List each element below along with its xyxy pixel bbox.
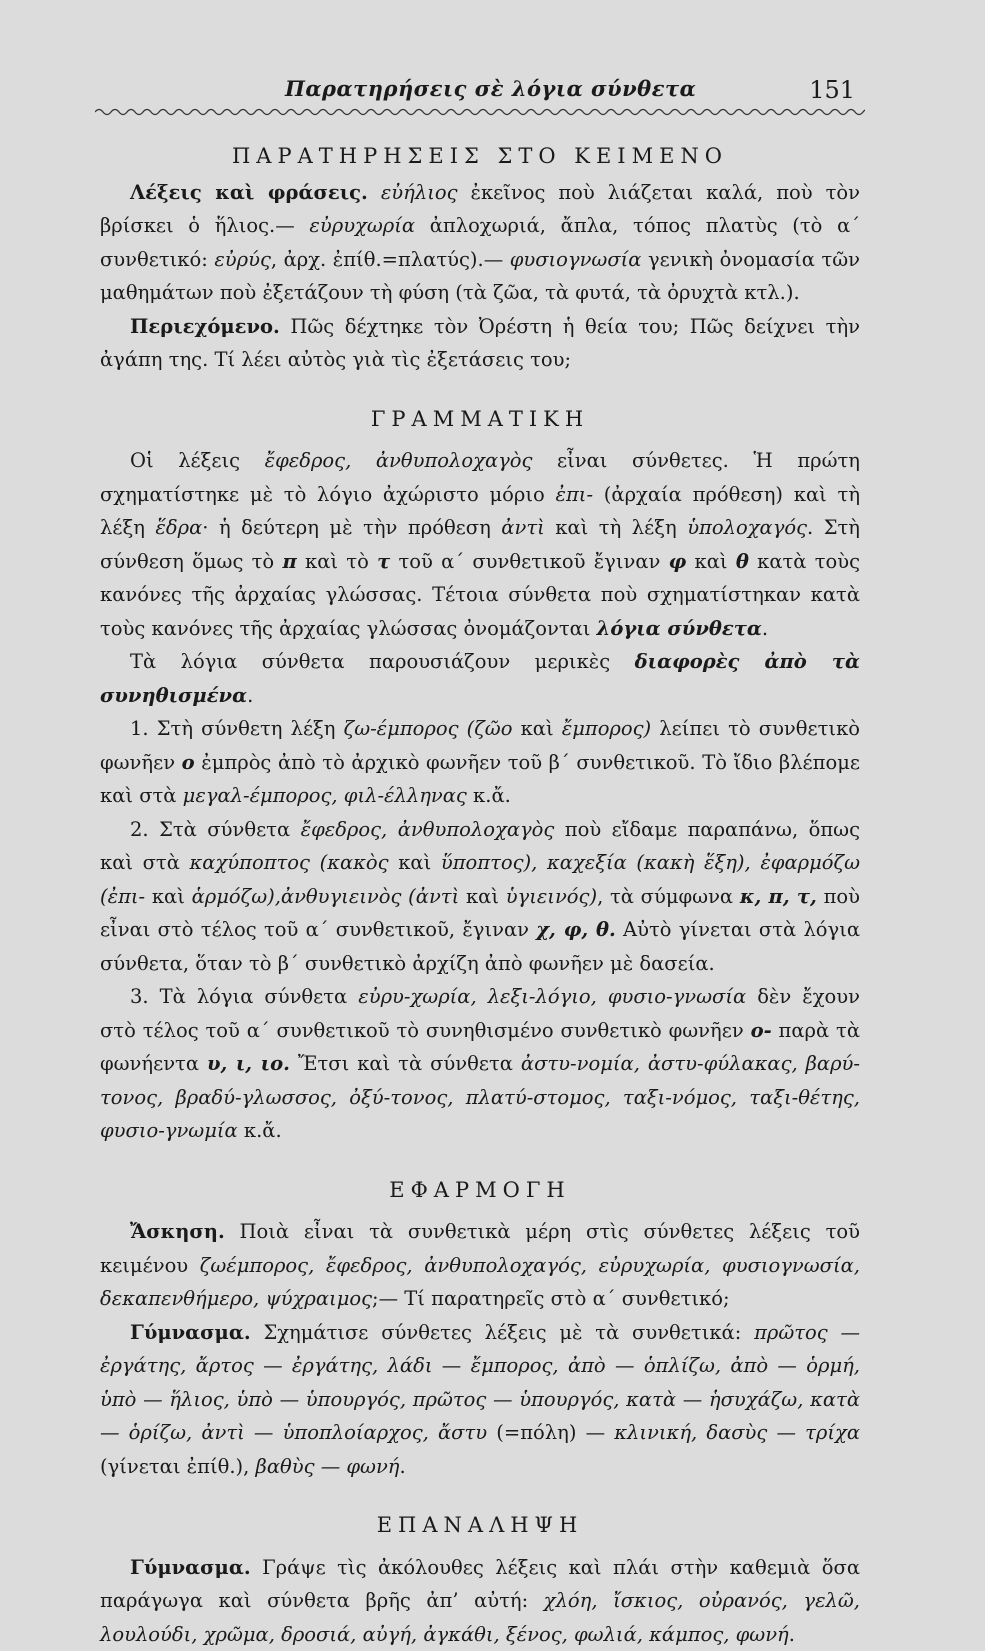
text-segment: ἀπλοχωριά, ἄπλα, τόπος πλατὺς (τὸ α΄ συνθετικό: [100, 214, 860, 271]
paragraph-rule-2 [100, 813, 860, 981]
term: εὐρυ-χωρία, λεξι-λόγιο, φυσιο-γνωσία [358, 985, 746, 1008]
text-segment: 2. Στὰ σύνθετα [130, 818, 301, 841]
text-segment: (ἀρχαία πρόθεση) καὶ τὴ λέξη [100, 483, 860, 540]
text-segment: Γράψε τὶς ἀκόλουθες λέξεις καὶ πλάι στὴν καθεμιὰ ὅσα παράγωγα καὶ σύνθετα βρῆς ἀπ’ αὐτή: [100, 1556, 860, 1613]
term: ἔφεδρος, ἀνθυπολοχαγὸς [265, 449, 533, 472]
paragraph-rule-3 [100, 980, 860, 1148]
letter-tau: τ [377, 550, 390, 573]
letters-ch-ph-th: χ, φ, θ. [536, 918, 616, 941]
text-segment: καὶ [459, 885, 505, 908]
text-segment: καὶ [512, 717, 561, 740]
letter-theta: θ [736, 550, 749, 573]
text-segment: . [762, 617, 768, 640]
text-segment: , ἀρχ. ἐπίθ.=πλατύς).— [271, 248, 510, 271]
page-body [100, 140, 860, 1651]
text-segment: Σχημάτισε σύνθετες λέξεις μὲ τὰ συνθετικά: [251, 1321, 754, 1344]
term: ἔφεδρος, ἀνθυπολοχαγὸς [301, 818, 555, 841]
term: ἀστυ-νομία, ἀστυ-φύλακας, βαρύ-τονος, βραδύ-γλωσσος, ὀξύ-τονος, πλατύ-στομος, ταξι-νόμος, ταξι-θέτης, φυσιο-γνωμία [100, 1052, 860, 1142]
text-segment: ποὺ εἴδαμε παραπάνω, ὅπως καὶ στὰ [100, 818, 860, 875]
text-segment: . Στὴ σύνθεση ὅμως τὸ [100, 516, 860, 573]
term: μεγαλ-έμπορος, φιλ-έλληνας [183, 784, 467, 807]
term-differences: διαφορὲς ἀπὸ τὰ συνηθισμένα [100, 650, 860, 707]
letters-k-p-t: κ, π, τ, [740, 885, 817, 908]
term-learned-compounds: λόγια σύνθετα [597, 617, 762, 640]
text-segment: καὶ [686, 550, 736, 573]
heading-grammar: ΓΡΑΜΜΑΤΙΚΗ [100, 403, 860, 437]
text-segment: καὶ [389, 851, 441, 874]
paragraph-rule-1 [100, 712, 860, 813]
heading-review: ΕΠΑΝΑΛΗΨΗ [100, 1509, 860, 1543]
text-segment: λείπει τὸ συνθετικὸ φωνῆεν [100, 717, 860, 774]
text-segment: ;— Τί παρατηρεῖς στὸ α΄ συνθετικό; [372, 1287, 729, 1310]
term-fysiognosia: φυσιογνωσία [510, 248, 642, 271]
letter-omicron: ο- [751, 1019, 772, 1042]
paragraph-content-questions [100, 310, 860, 377]
term: καχύποπτος (κακὸς [190, 851, 389, 874]
paragraph-grammar-intro [100, 444, 860, 645]
text-segment: . [247, 684, 253, 707]
text-segment: 3. Τὰ λόγια σύνθετα [130, 985, 358, 1008]
text-segment: εἶναι σύνθετες. Ἡ πρώτη σχηματίστηκε μὲ τὸ λόγιο ἀχώριστο μόριο [100, 449, 860, 506]
term-list: ζωέμπορος, ἔφεδρος, ἀνθυπολοχαγός, εὐρυχωρία, φυσιογνωσία, δεκαπενθήμερο, ψύχραιμος [100, 1254, 860, 1311]
term: ὑπολοχαγός [687, 516, 807, 539]
text-segment: δὲν ἔχουν στὸ τέλος τοῦ α΄ συνθετικοῦ τὸ συνηθισμένο συνθετικὸ φωνῆεν [100, 985, 860, 1042]
term-list: βαθὺς — φωνή [256, 1455, 400, 1478]
text-segment: · ἡ δεύτερη μὲ τὴν πρόθεση [202, 516, 501, 539]
letter-omicron: ο [182, 751, 195, 774]
text-segment: Αὐτὸ γίνεται στὰ λόγια σύνθετα, ὅταν τὸ β΄ συνθετικὸ ἀρχίζη ἀπὸ φωνῆεν μὲ δασεία. [100, 918, 860, 975]
term: ἁρμόζω),ἀνθυγιεινὸς (ἀντὶ [192, 885, 460, 908]
term: ἕδρα [155, 516, 202, 539]
text-segment: Πῶς δέχτηκε τὸν Ὀρέστη ἡ θεία του; Πῶς δείχνει τὴν ἀγάπη της. Τί λέει αὐτὸς γιὰ τὶς ἐξετάσεις του; [100, 315, 860, 372]
term: ἀντὶ [501, 516, 544, 539]
term-list: κλινική, δασὺς — τρίχα [614, 1421, 860, 1444]
text-segment: κ.ἄ. [467, 784, 511, 807]
text-segment: Τὰ λόγια σύνθετα παρουσιάζουν μερικὲς [130, 650, 635, 673]
text-segment: . [400, 1455, 406, 1478]
label-drill: Γύμνασμα. [130, 1321, 251, 1344]
letters-y-i-io: υ, ι, ιο. [207, 1052, 290, 1075]
text-segment: 1. Στὴ σύνθετη λέξη [130, 717, 344, 740]
text-segment: καὶ τὸ [297, 550, 377, 573]
paragraph-review-drill [100, 1551, 860, 1651]
heading-observations: ΠΑΡΑΤΗΡΗΣΕΙΣ ΣΤΟ ΚΕΙΜΕΝΟ [100, 140, 860, 174]
term: ζω-έμπορος (ζῶο [344, 717, 513, 740]
label-words-phrases: Λέξεις καὶ φράσεις. [130, 181, 368, 204]
text-segment: ἐκεῖνος ποὺ λιάζεται καλά, ποὺ τὸν βρίσκει ὁ ἥλιος.— [100, 181, 860, 238]
paragraph-drill [100, 1316, 860, 1484]
text-segment: . [789, 1623, 795, 1646]
paragraph-differences [100, 645, 860, 712]
text-segment: παρὰ τὰ φωνήεντα [100, 1019, 860, 1076]
text-segment: Ἔτσι καὶ τὰ σύνθετα [290, 1052, 521, 1075]
running-title: Παρατηρήσεις σὲ λόγια σύνθετα [285, 76, 696, 101]
text-segment: ἐμπρὸς ἀπὸ τὸ ἀρχικὸ φωνῆεν τοῦ β΄ συνθετικοῦ. Τὸ ἴδιο βλέπομε καὶ στὰ [100, 751, 860, 808]
text-segment: καὶ [145, 885, 191, 908]
text-segment: γενικὴ ὀνομασία τῶν μαθημάτων ποὺ ἐξετάζουν τὴ φύση (τὰ ζῶα, τὰ φυτά, τὰ ὀρυχτὰ κτλ.). [100, 248, 860, 305]
text-segment: (γίνεται ἐπίθ.), [100, 1455, 256, 1478]
letter-phi: φ [669, 550, 687, 573]
text-segment: Οἱ λέξεις [130, 449, 265, 472]
term-euilios: εὐήλιος [381, 181, 458, 204]
paragraph-words-phrases [100, 176, 860, 310]
text-segment: τοῦ α΄ συνθετικοῦ ἔγιναν [390, 550, 668, 573]
term-list: πρῶτος — ἐργάτης, ἄρτος — ἐργάτης, λάδι — ἔμπορος, ἀπὸ — ὁπλίζω, ἀπὸ — ὁρμή, ὑπὸ — ἥλιος, ὑπὸ — ὑπουργός, πρῶτος — ὑπουργός, κατὰ — ἡσυχάζω, κατὰ — ὁρίζω, ἀντὶ — ὑποπλοίαρχος, ἄστυ [100, 1321, 860, 1445]
text-segment: (=πόλη) — [487, 1421, 614, 1444]
term-eurys: εὐρύς [214, 248, 271, 271]
running-header [95, 72, 875, 112]
text-segment: Ποιὰ εἶναι τὰ συνθετικὰ μέρη στὶς σύνθετες λέξεις τοῦ κειμένου [100, 1220, 860, 1277]
page-number: 151 [809, 76, 855, 104]
text-segment: , τὰ σύμφωνα [597, 885, 740, 908]
label-review-drill: Γύμνασμα. [130, 1556, 251, 1579]
term: ἐπι- [556, 483, 594, 506]
term: ἔμπορος) [562, 717, 651, 740]
wavy-rule-divider [95, 106, 865, 118]
text-segment: κ.ἄ. [238, 1119, 282, 1142]
label-exercise: Ἄσκηση. [130, 1220, 225, 1243]
text-segment: καὶ τὴ λέξη [545, 516, 687, 539]
term-eurychoria: εὐρυχωρία [309, 214, 415, 237]
paragraph-exercise [100, 1215, 860, 1316]
label-content: Περιεχόμενο. [130, 315, 280, 338]
term: ὕποπτος), καχεξία (κακὴ ἕξη), ἐφαρμόζω (ἐπι- [100, 851, 860, 908]
term: ὑγιεινός) [506, 885, 597, 908]
term-list: χλόη, ἴσκιος, οὐρανός, γελῶ, λουλούδι, χρῶμα, δροσιά, αὐγή, ἀγκάθι, ξένος, φωλιά, κάμπος, φωνή [100, 1589, 860, 1646]
text-segment: ποὺ εἶναι στὸ τέλος τοῦ α΄ συνθετικοῦ, ἔγιναν [100, 885, 860, 942]
letter-pi: π [282, 550, 296, 573]
text-segment: κατὰ τοὺς κανόνες τῆς ἀρχαίας γλώσσας. Τέτοια σύνθετα ποὺ σχηματίστηκαν κατὰ τοὺς κανόνες τῆς ἀρχαίας γλώσσας ὀνομάζονται [100, 550, 860, 640]
heading-application: ΕΦΑΡΜΟΓΗ [100, 1174, 860, 1208]
